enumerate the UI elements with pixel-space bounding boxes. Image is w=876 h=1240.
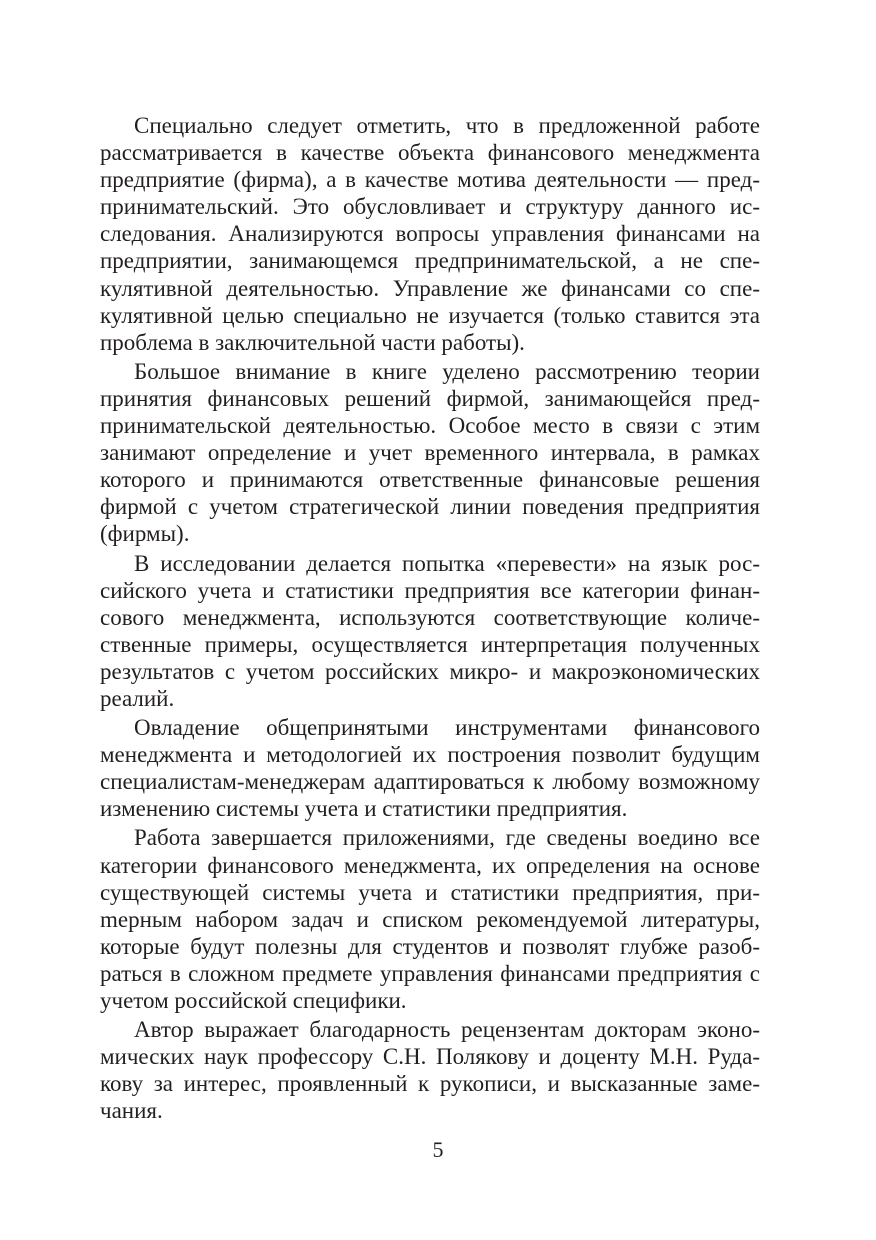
paragraph-appendices: Работа завершается приложениями, где сведены воедино все категории финансового менеджмента, их определения на основе существующей системы учета и статистики предприятия, приmерным набором задач и списком рекомендуемой литературы, которые будут полезны для студентов и позволят глубже разобраться в сложном предмете управления финансами предприятия с учетом российской специфики. [100,825,760,1013]
body-text [100,112,760,1124]
paragraph-russian-accounting: В исследовании делается попытка «перевести» на язык российского учета и статистики предприятия все категории финансового менеджмента, используются соответствующие количественные примеры, осуществляется интерпретация полученных результатов с учетом российских микро- и макроэкономических реалий. [100,550,760,711]
paragraph-decision-theory: Большое внимание в книге уделено рассмотрению теории принятия финансовых решений фирмой, занимающейся предпринимательской деятельностью. Особое место в связи с этим занимают определение и учет временного интервала, в рамках которого и принимаются ответственные финансовые решения фирмой с учетом стратегической линии поведения предприятия (фирмы). [100,358,760,547]
paragraph-object-of-study: Специально следует отметить, что в предложенной работе рассматривается в качестве объекта финансового менеджмента предприятие (фирма), а в качестве мотива деятельности — предпринимательский. Это обусловливает и структуру данного исследования. Анализируются вопросы управления финансами на предприятии, занимающемся предпринимательской, а не спекулятивной деятельностью. Управление же финансами со спекулятивной целью специально не изучается (только ставится эта проблема в заключительной части работы). [100,113,760,355]
paragraph-instruments: Овладение общепринятыми инструментами финансового менеджмента и методологией их построения позволит будущим специалистам-менеджерам адаптироваться к любому возможному изменению системы учета и статистики предприятия. [100,715,760,822]
paragraph-acknowledgements: Автор выражает благодарность рецензентам докторам экономических наук профессору С.Н. Полякову и доценту М.Н. Рудакову за интерес, проявленный к рукописи, и высказанные замечания. [100,1017,760,1124]
page-number: 5 [432,1137,444,1162]
